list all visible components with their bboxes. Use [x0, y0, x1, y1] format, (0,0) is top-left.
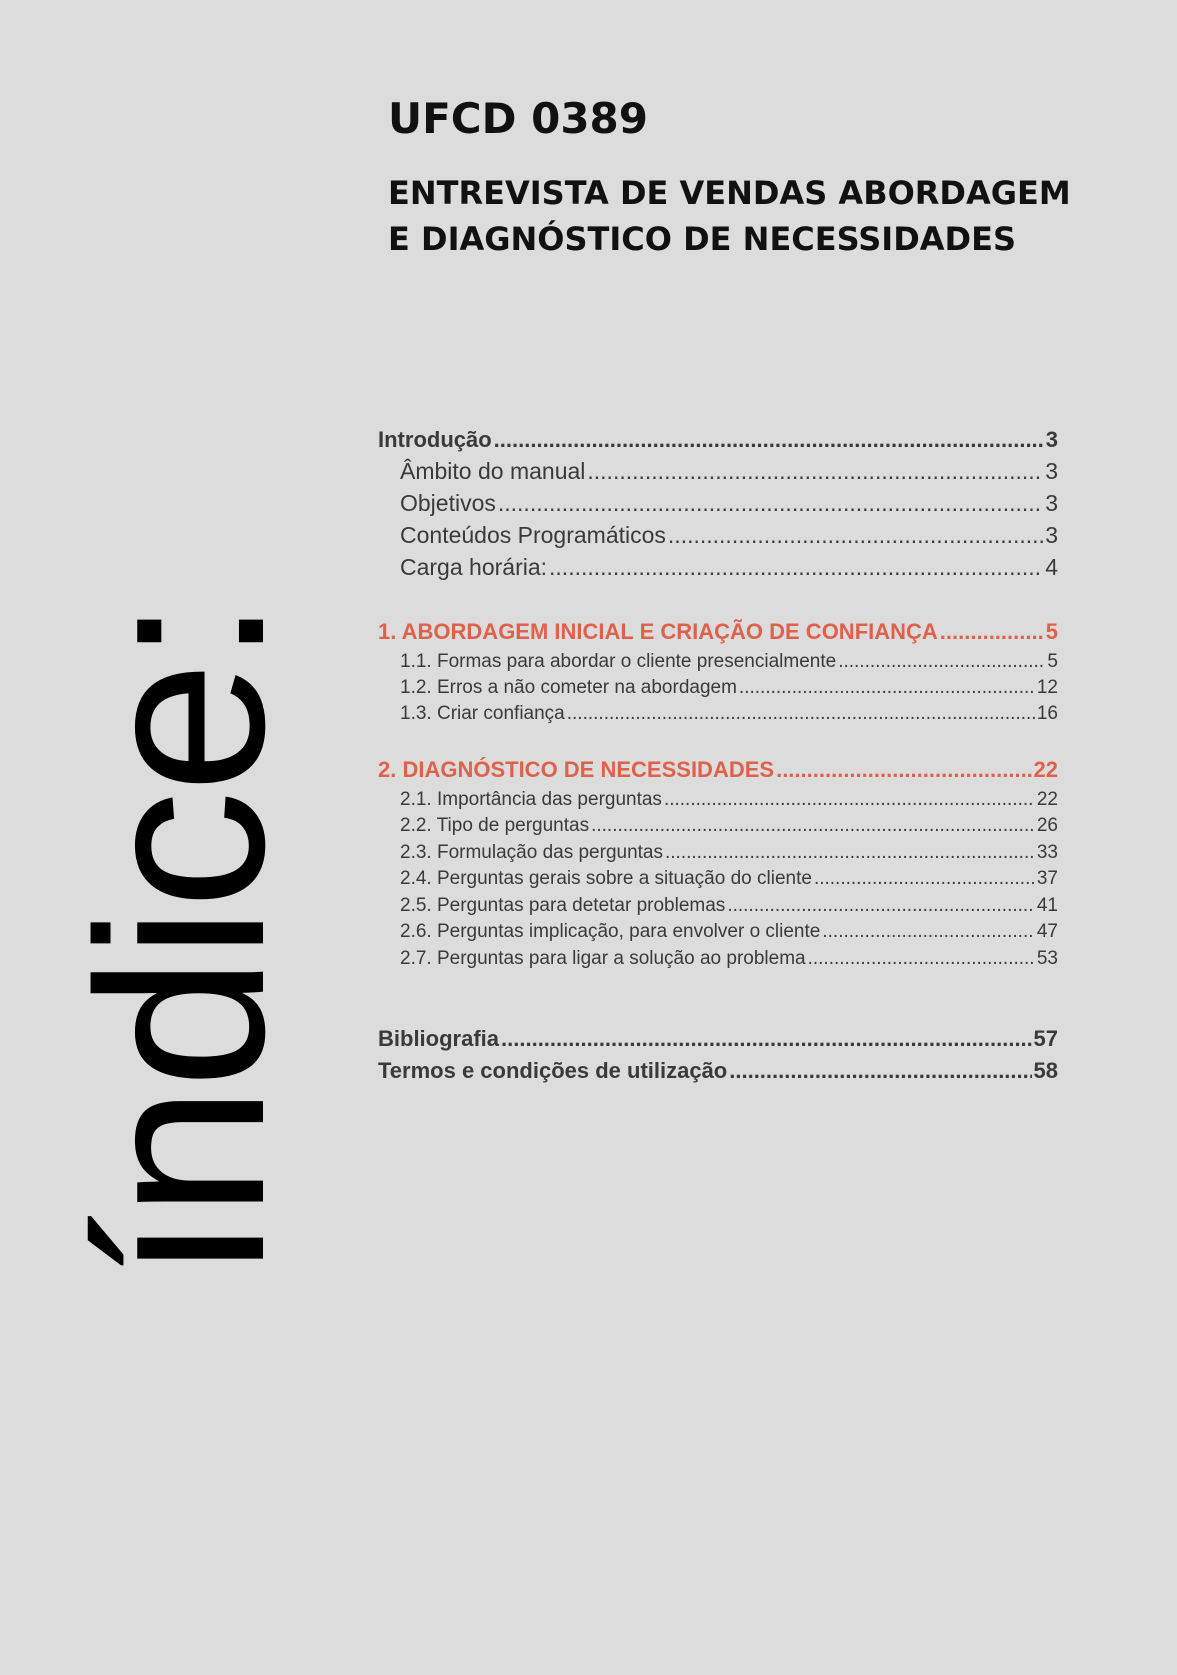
toc-entry-label: 2.7. Perguntas para ligar a solução ao problema	[400, 948, 806, 969]
toc-entry-2-4[interactable]	[378, 868, 1058, 890]
toc-entry-termos[interactable]	[378, 1058, 1058, 1084]
toc-dot-leader	[776, 757, 1031, 783]
toc-entry-1-2[interactable]	[378, 677, 1058, 699]
toc-entry-page: 47	[1036, 921, 1058, 942]
toc-entry-introducao[interactable]	[378, 427, 1058, 453]
document-title-line1: ENTREVISTA DE VENDAS ABORDAGEM	[388, 174, 1071, 212]
toc-dot-leader	[729, 1058, 1031, 1084]
toc-entry-label: 1.2. Erros a não cometer na abordagem	[400, 677, 737, 698]
toc-entry-label: Conteúdos Programáticos	[400, 522, 666, 548]
toc-entry-page: 22	[1036, 789, 1058, 810]
toc-chapter-page: 22	[1033, 757, 1058, 782]
toc-entry-label: 1.3. Criar confiança	[400, 703, 565, 724]
toc-dot-leader	[814, 868, 1035, 890]
side-title-indice: índice:	[49, 600, 314, 1282]
toc-dot-leader	[498, 490, 1043, 517]
toc-dot-leader	[549, 554, 1043, 581]
toc-entry-2-6[interactable]	[378, 921, 1058, 943]
toc-entry-bibliografia[interactable]	[378, 1026, 1058, 1052]
toc-entry-page: 57	[1033, 1026, 1058, 1051]
toc-entry-1-1[interactable]	[378, 651, 1058, 673]
toc-dot-leader	[664, 789, 1035, 811]
toc-entry-page: 5	[1047, 651, 1058, 672]
toc-entry-page: 3	[1045, 490, 1058, 516]
toc-entry-label: 1.1. Formas para abordar o cliente presencialmente	[400, 651, 837, 672]
toc-dot-leader	[494, 427, 1044, 453]
toc-entry-label: Carga horária:	[400, 554, 548, 580]
toc-entry-page: 26	[1036, 815, 1058, 836]
toc-entry-page: 3	[1045, 427, 1058, 452]
toc-entry-page: 33	[1036, 842, 1058, 863]
toc-chapter-label: 1. ABORDAGEM INICIAL E CRIAÇÃO DE CONFIANÇA	[378, 619, 938, 644]
toc-entry-page: 41	[1036, 895, 1058, 916]
toc-dot-leader	[591, 815, 1035, 837]
toc-entry-2-3[interactable]	[378, 842, 1058, 864]
toc-entry-page: 37	[1036, 868, 1058, 889]
toc-entry-2-1[interactable]	[378, 789, 1058, 811]
toc-dot-leader	[501, 1026, 1032, 1052]
document-title-line2: E DIAGNÓSTICO DE NECESSIDADES	[388, 220, 1016, 258]
toc-chapter-label: 2. DIAGNÓSTICO DE NECESSIDADES	[378, 757, 775, 782]
toc-entry-objetivos[interactable]	[378, 490, 1058, 517]
toc-entry-2-5[interactable]	[378, 895, 1058, 917]
toc-entry-label: Âmbito do manual	[400, 458, 586, 484]
toc-entry-1-3[interactable]	[378, 703, 1058, 725]
document-code: UFCD 0389	[388, 94, 648, 143]
toc-entry-label: Bibliografia	[378, 1026, 500, 1051]
toc-dot-leader	[727, 895, 1035, 917]
toc-dot-leader	[940, 619, 1044, 645]
toc-chapter-page: 5	[1045, 619, 1058, 644]
toc-entry-page: 12	[1036, 677, 1058, 698]
toc-entry-2-7[interactable]	[378, 948, 1058, 970]
document-title	[388, 170, 1088, 262]
toc-entry-label: Objetivos	[400, 490, 496, 516]
toc-entry-page: 3	[1045, 522, 1058, 548]
toc-entry-label: 2.2. Tipo de perguntas	[400, 815, 590, 836]
toc-entry-page: 53	[1036, 948, 1058, 969]
toc-entry-page: 4	[1045, 554, 1058, 580]
toc-entry-label: 2.3. Formulação das perguntas	[400, 842, 663, 863]
toc-chapter-1[interactable]	[378, 619, 1058, 645]
toc-entry-label: Introdução	[378, 427, 492, 452]
toc-dot-leader	[808, 948, 1035, 970]
toc-entry-label: 2.6. Perguntas implicação, para envolver o cliente	[400, 921, 821, 942]
toc-chapter-2[interactable]	[378, 757, 1058, 783]
toc-entry-page: 16	[1036, 703, 1058, 724]
toc-entry-label: 2.4. Perguntas gerais sobre a situação do cliente	[400, 868, 812, 889]
toc-entry-conteudos[interactable]	[378, 522, 1058, 549]
toc-dot-leader	[739, 677, 1035, 699]
toc-dot-leader	[587, 458, 1043, 485]
toc-dot-leader	[567, 703, 1035, 725]
toc-entry-ambito[interactable]	[378, 458, 1058, 485]
toc-entry-page: 3	[1045, 458, 1058, 484]
toc-dot-leader	[665, 842, 1035, 864]
toc-dot-leader	[668, 522, 1043, 549]
toc-dot-leader	[822, 921, 1035, 943]
toc-entry-label: 2.1. Importância das perguntas	[400, 789, 662, 810]
toc-dot-leader	[838, 651, 1045, 673]
toc-entry-carga-horaria[interactable]	[378, 554, 1058, 581]
toc-entry-label: 2.5. Perguntas para detetar problemas	[400, 895, 726, 916]
toc-entry-2-2[interactable]	[378, 815, 1058, 837]
toc-entry-label: Termos e condições de utilização	[378, 1058, 728, 1083]
toc-entry-page: 58	[1033, 1058, 1058, 1083]
